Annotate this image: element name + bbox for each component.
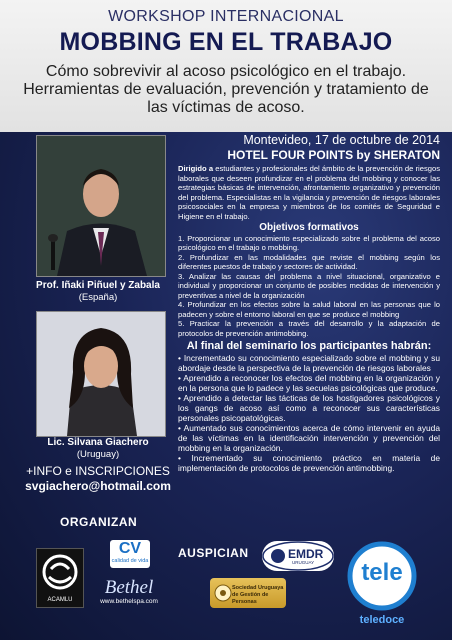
speaker-name-1: Prof. Iñaki Piñuel y Zabala [36, 280, 160, 291]
cv-logo [110, 540, 150, 568]
objective-item: 1. Proporcionar un conocimiento especializado sobre el problema del acoso psicológico en el trabajo o mobbing. [178, 233, 440, 252]
speaker-portrait-male [37, 136, 165, 276]
cv-sub: calidad de vida [111, 558, 149, 564]
outcome-item: • Incrementado su conocimiento especializado sobre el mobbing y su abordaje desde la perspectiva de la prevención de riesgos laborales [178, 352, 440, 373]
content-column [178, 164, 440, 473]
acamlu-hands-icon [37, 549, 83, 595]
acamlu-logo [36, 548, 84, 608]
event-date: Montevideo, 17 de octubre de 2014 [243, 133, 440, 147]
bethel-logo [86, 578, 172, 610]
teledoce-text: teledoce [359, 614, 405, 626]
workshop-label: WORKSHOP INTERNACIONAL [108, 8, 344, 25]
tele-text: tele [361, 559, 403, 586]
emdr-logo [262, 541, 334, 571]
organizan-heading: ORGANIZAN [60, 515, 138, 529]
contact-label: +INFO e INSCRIPCIONES [26, 464, 170, 478]
intro-text: estudiantes y profesionales del ámbito de la prevención de riesgos laborales que deseen profundizar en el problema del mobbing y conocer las estrategias básicas de intervención, afrontamiento organizativo y prevención del problema. Especialistas en la vigilancia y prevención de riesgos laborales psicosociales en la empresa y miembros de los comités de Seguridad e Higiene en el trabajo. [178, 164, 440, 221]
speaker-photo-giachero [36, 311, 166, 437]
acamlu-text: ACAMLU [47, 597, 73, 603]
sugp-emblem-icon [214, 584, 232, 602]
intro-paragraph [178, 164, 440, 221]
outcomes-list [178, 353, 440, 473]
sugp-logo [210, 578, 286, 608]
subtitle: Cómo sobrevivir al acoso psicológico en el trabajo. Herramientas de evaluación, prevención y tratamiento de las víctimas de acoso. [23, 63, 429, 116]
bethel-url: www.bethelspa.com [100, 598, 158, 605]
header-band [0, 0, 452, 132]
event-venue: HOTEL FOUR POINTS by SHERATON [227, 148, 440, 162]
objective-item: 5. Practicar la prevención a través del desarrollo y la adaptación de protocolos de prevención antimobbing. [178, 319, 440, 338]
speaker-country-2: (Uruguay) [76, 449, 120, 460]
outcome-item: • Aumentado sus conocimientos acerca de cómo intervenir en ayuda de las víctimas en la identificación intervención y prevención del mobbing en la organización. [178, 422, 440, 453]
auspician-heading: AUSPICIAN [178, 546, 249, 560]
contact-email[interactable]: svgiachero@hotmail.com [25, 479, 171, 493]
objective-item: 4. Profundizar en los efectos sobre la salud laboral en las personas que lo padecen y sobre el entorno laboral en que se produce el mobbing [178, 300, 440, 319]
cv-text: CV [118, 540, 142, 557]
contact-block [8, 464, 188, 494]
speaker-caption-2 [18, 437, 178, 461]
speaker-photo-pinuel [36, 135, 166, 277]
outcome-item: • Aprendido a reconocer los efectos del mobbing en la organización y en la persona que lo padece y las secuelas psicológicas que produce. [178, 372, 440, 393]
objective-item: 3. Analizar las causas del problema a nivel situacional, organizativo e individual y proporcionar un conjunto de posibles medidas de intervención y preventivas a nivel de la organización [178, 271, 440, 300]
outcomes-heading: Al final del seminario los participantes habrán: [186, 340, 432, 352]
teledoce-logo [342, 540, 422, 630]
intro-lead: Dirigido a [178, 164, 214, 173]
speaker-caption-1 [18, 280, 178, 304]
speaker-name-2: Lic. Silvana Giachero [47, 437, 149, 448]
event-info [180, 132, 440, 162]
emdr-text: EMDR [288, 547, 324, 561]
outcome-item: • Aprendido a detectar las tácticas de los hostigadores psicológicos y los gangs de acoso así como a reconocer sus características personales psicopatológicas. [178, 392, 440, 423]
main-title: MOBBING EN EL TRABAJO [59, 28, 393, 56]
sugp-text: Sociedad Uruguaya de Gestión de Personas [232, 585, 284, 605]
objective-item: 2. Profundizar en las modalidades que reviste el mobbing según los diferentes puestos de trabajo y sectores de actividad. [178, 252, 440, 271]
objectives-heading: Objetivos formativos [259, 222, 359, 233]
bethel-text: Bethel [104, 577, 154, 598]
outcome-item: • Incrementado su conocimiento práctico en materia de implementación de protocolos de prevención antimobbing. [178, 452, 440, 473]
emdr-sub: URUGUAY [292, 560, 315, 565]
speaker-country-1: (España) [78, 292, 118, 303]
speaker-portrait-female [37, 312, 165, 436]
